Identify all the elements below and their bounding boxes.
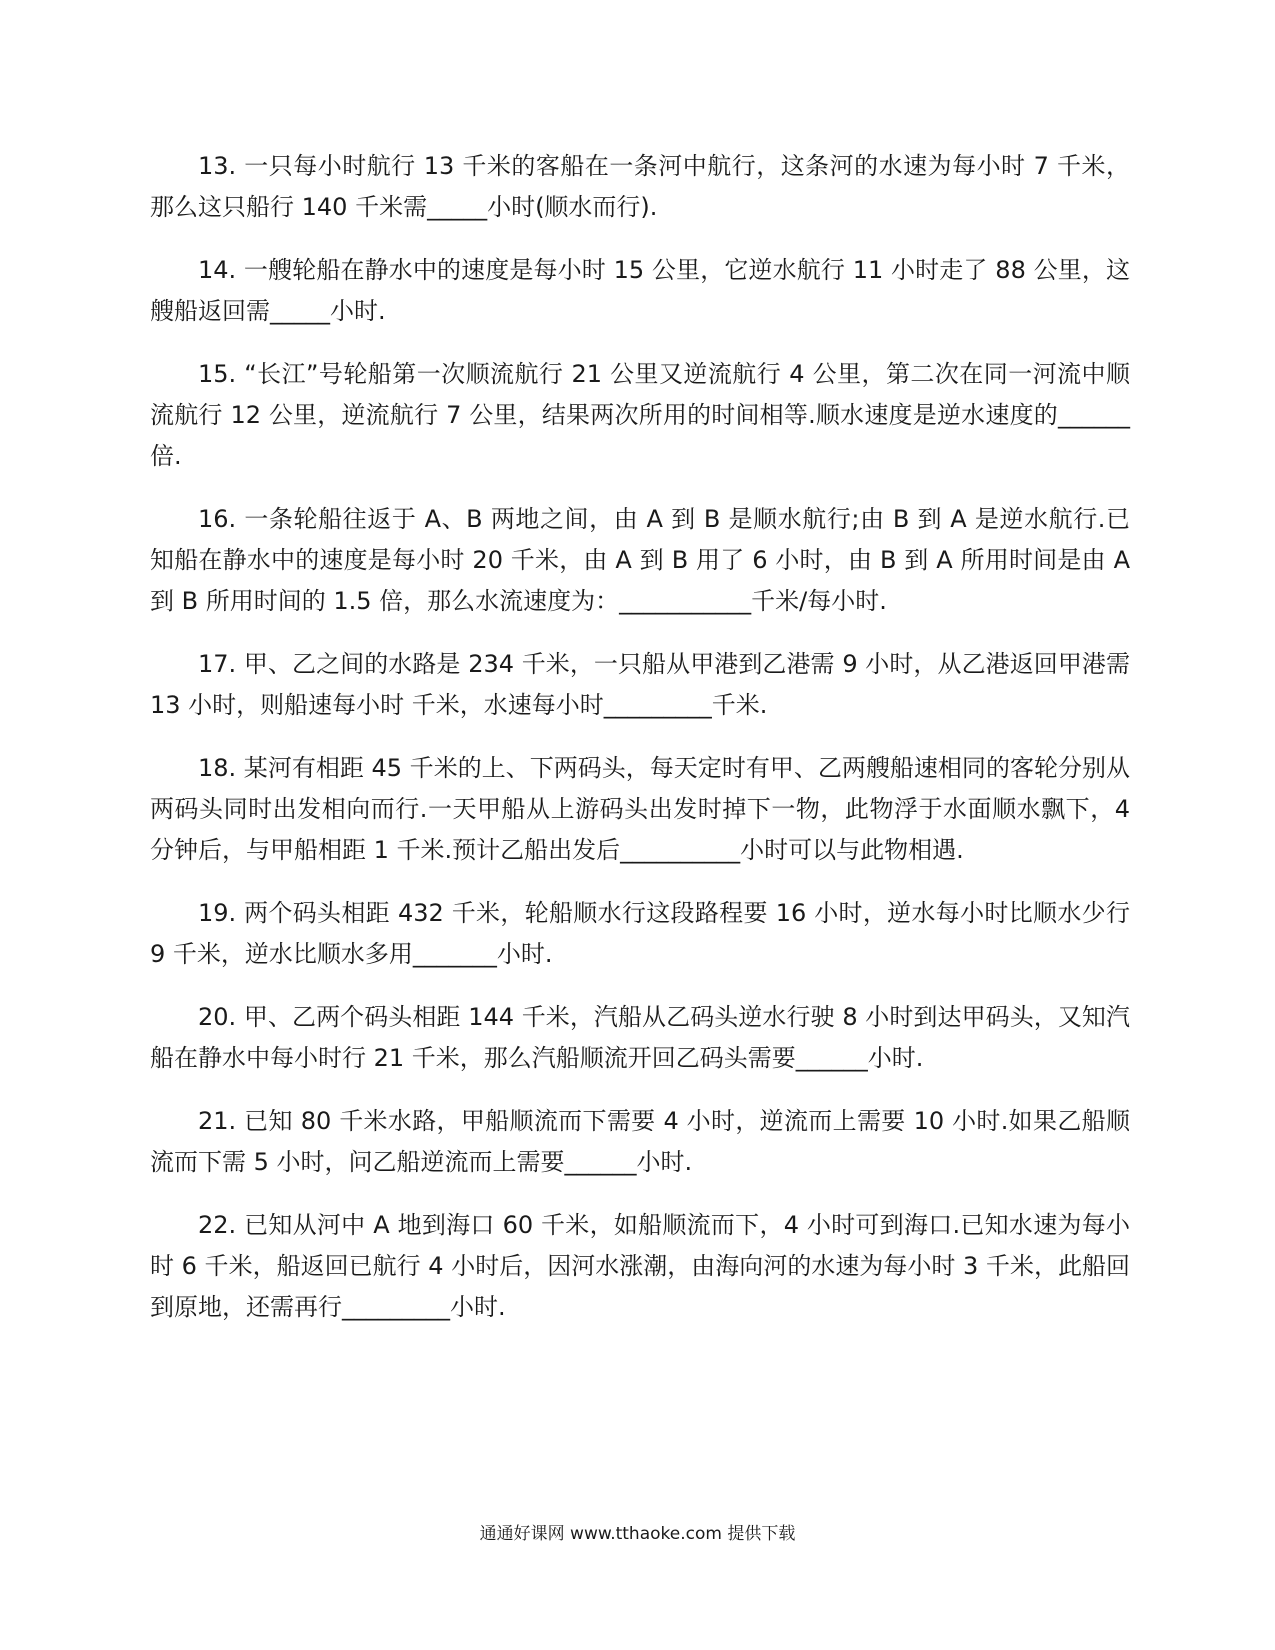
problem-15: 15. “长江”号轮船第一次顺流航行 21 公里又逆流航行 4 公里，第二次在同一河流中顺流航行 12 公里，逆流航行 7 公里，结果两次所用的时间相等.顺水速度是逆水速度的______倍. [150, 360, 1130, 470]
problem-16: 16. 一条轮船往返于 A、B 两地之间，由 A 到 B 是顺水航行;由 B 到 A 是逆水航行.已知船在静水中的速度是每小时 20 千米，由 A 到 B 用了 6 小时，由 B 到 A 所用时间是由 A 到 B 所用时间的 1.5 倍，那么水流速度为：___________千米/每小时. [150, 505, 1130, 615]
problem-13: 13. 一只每小时航行 13 千米的客船在一条河中航行，这条河的水速为每小时 7 千米，那么这只船行 140 千米需_____小时(顺水而行). [150, 152, 1130, 221]
problem-21: 21. 已知 80 千米水路，甲船顺流而下需要 4 小时，逆流而上需要 10 小时.如果乙船顺流而下需 5 小时，问乙船逆流而上需要______小时. [150, 1107, 1130, 1176]
problem-17: 17. 甲、乙之间的水路是 234 千米，一只船从甲港到乙港需 9 小时，从乙港返回甲港需 13 小时，则船速每小时 千米，水速每小时_________千米. [150, 650, 1130, 719]
problem-list [150, 146, 1130, 1350]
problem-20: 20. 甲、乙两个码头相距 144 千米，汽船从乙码头逆水行驶 8 小时到达甲码头，又知汽船在静水中每小时行 21 千米，那么汽船顺流开回乙码头需要______小时. [150, 1003, 1130, 1072]
page-footer: 通通好课网 www.tthaoke.com 提供下载 [479, 1524, 796, 1544]
problem-18: 18. 某河有相距 45 千米的上、下两码头，每天定时有甲、乙两艘船速相同的客轮分别从两码头同时出发相向而行.一天甲船从上游码头出发时掉下一物，此物浮于水面顺水飘下，4 分钟后，与甲船相距 1 千米.预计乙船出发后__________小时可以与此物相遇. [150, 754, 1130, 864]
problem-22: 22. 已知从河中 A 地到海口 60 千米，如船顺流而下，4 小时可到海口.已知水速为每小时 6 千米，船返回已航行 4 小时后，因河水涨潮，由海向河的水速为每小时 3 千米，此船回到原地，还需再行_________小时. [150, 1211, 1130, 1321]
problem-19: 19. 两个码头相距 432 千米，轮船顺水行这段路程要 16 小时，逆水每小时比顺水少行 9 千米，逆水比顺水多用_______小时. [150, 899, 1130, 968]
problem-14: 14. 一艘轮船在静水中的速度是每小时 15 公里，它逆水航行 11 小时走了 88 公里，这艘船返回需_____小时. [150, 256, 1130, 325]
